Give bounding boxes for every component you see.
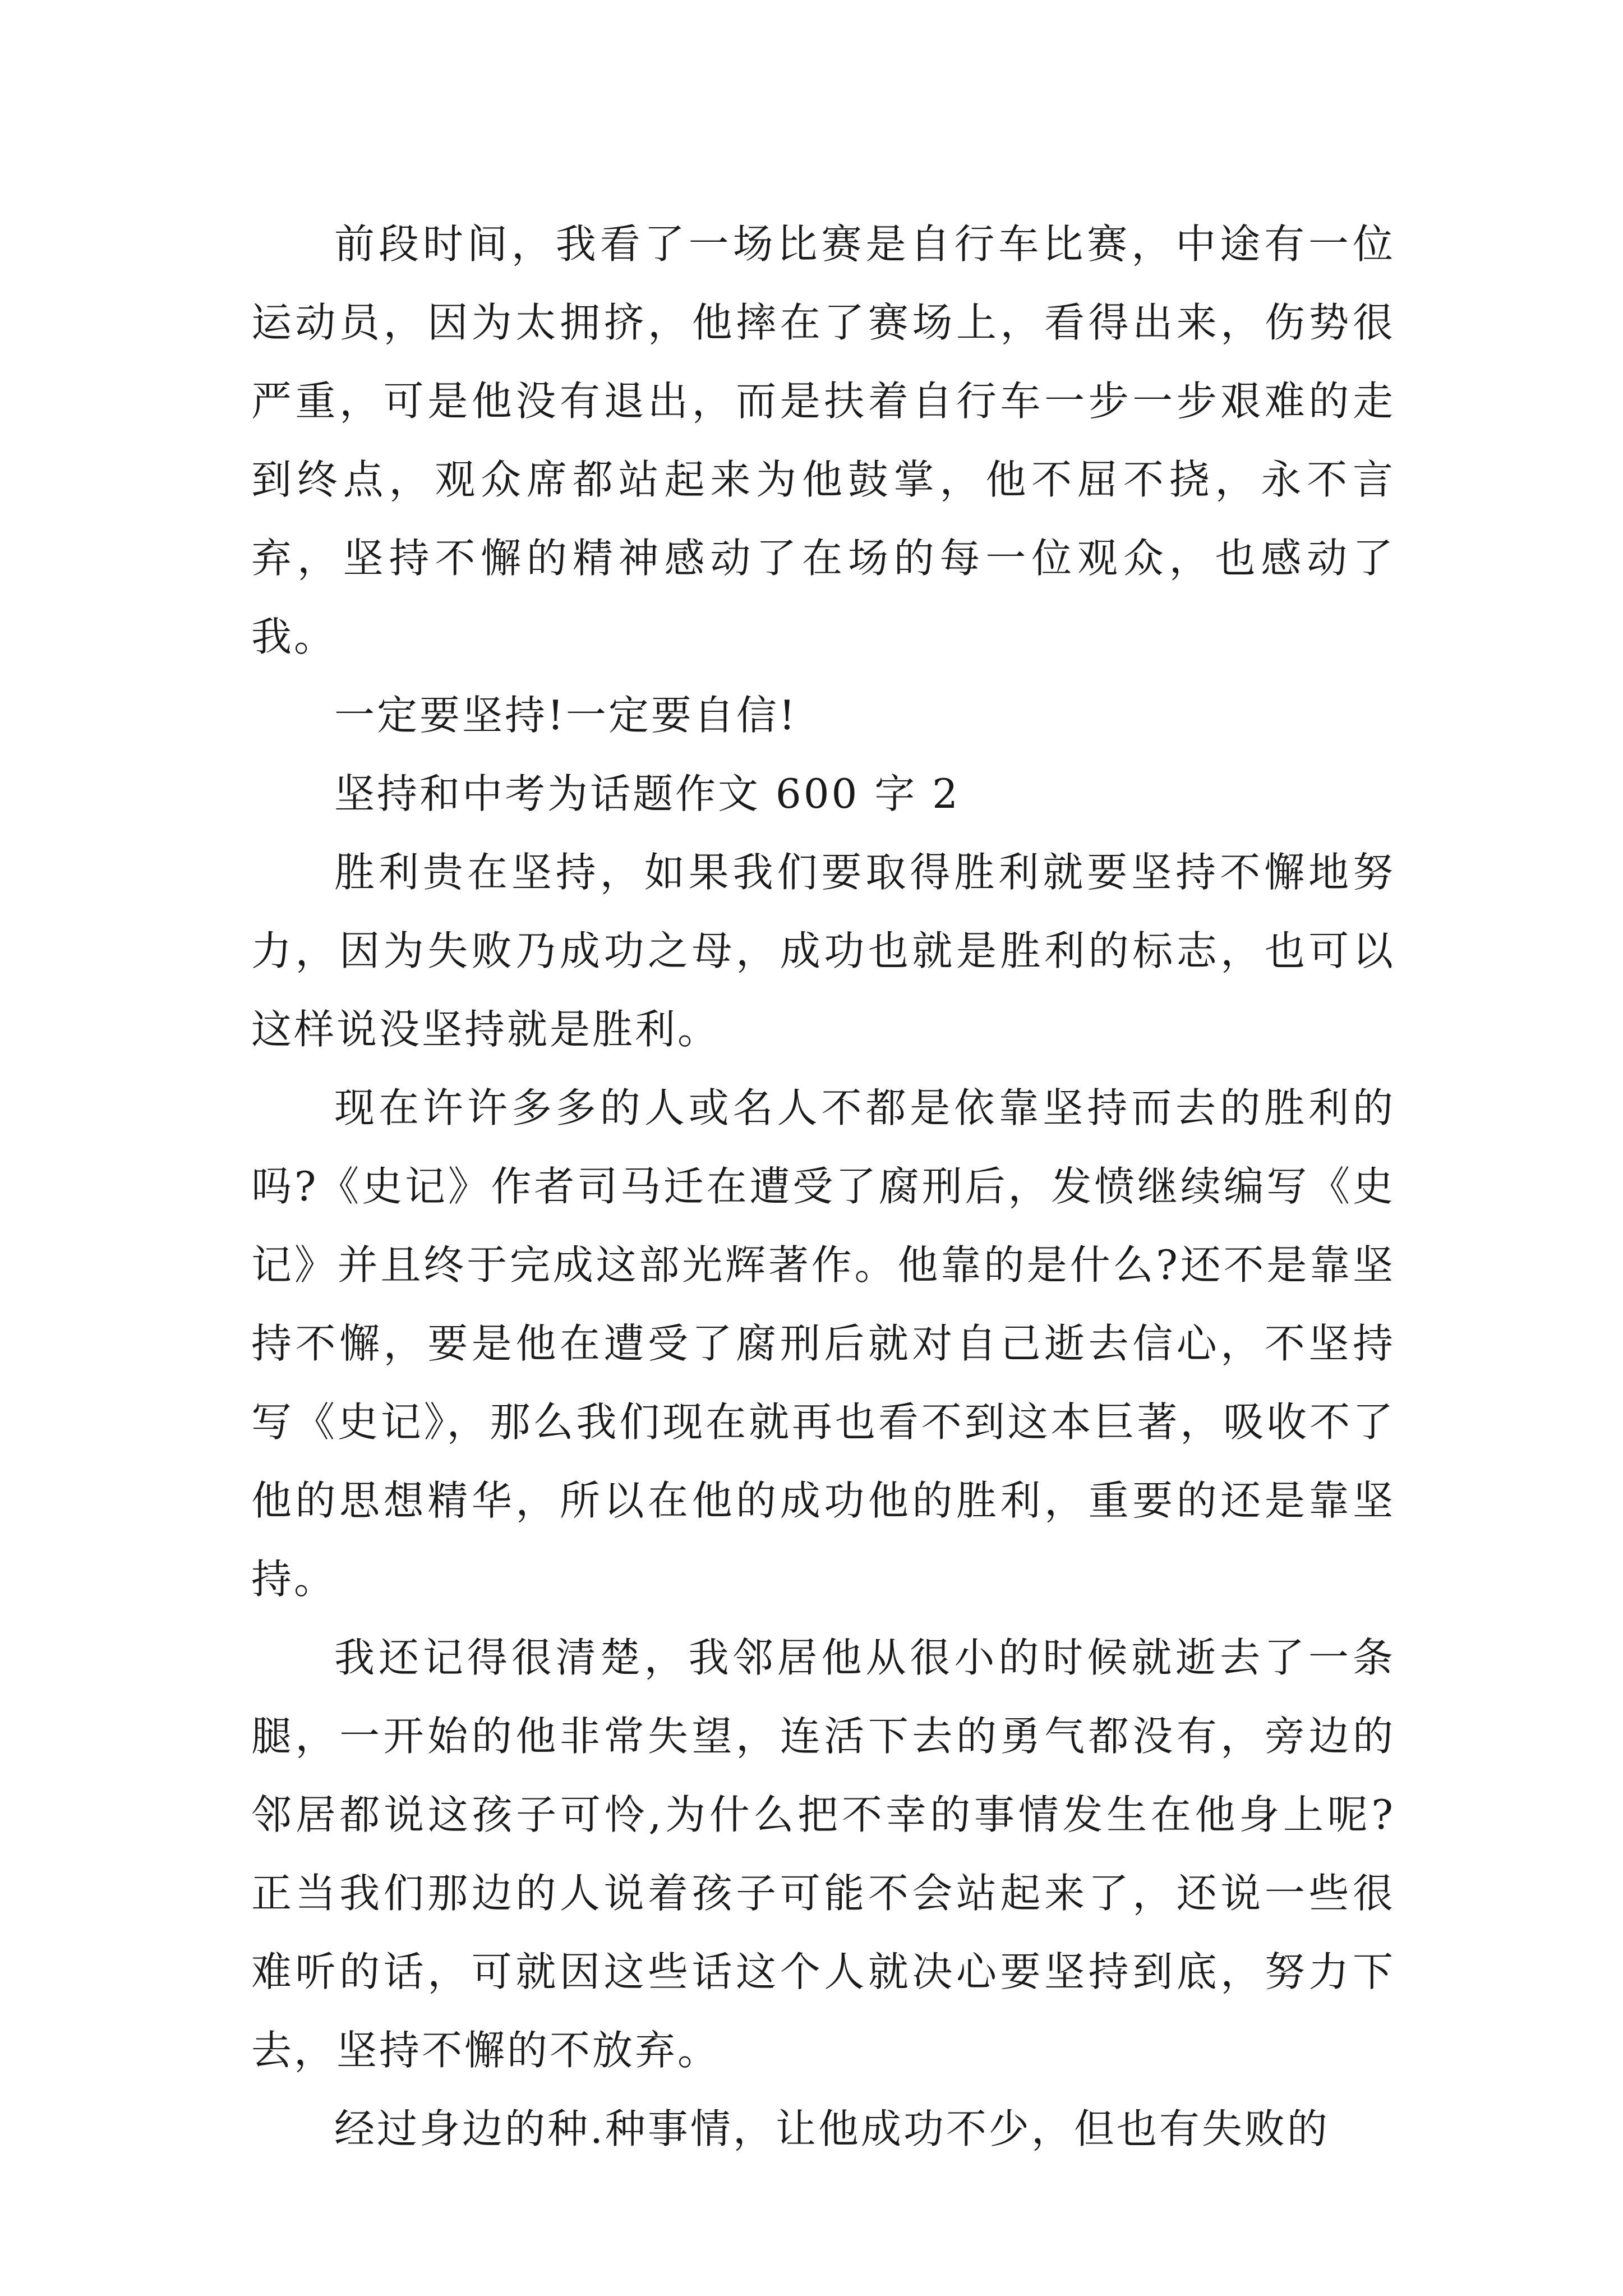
essay-heading: 坚持和中考为话题作文 600 字 2 (334, 770, 960, 817)
paragraph-experiences: 经过身边的种.种事情，让他成功不少，但也有失败的 (334, 2105, 1330, 2152)
paragraph-sima-qian: 现在许许多多的人或名人不都是依靠坚持而去的胜利的吗?《史记》作者司马迁在遭受了腐刑后，发愤继续编写《史记》并且终于完成这部光辉著作。他靠的是什么?还不是靠坚持不懈，要是他在遭受了腐刑后就对自己逝去信心，不坚持写《史记》，那么我们现在就再也看不到这本巨著，吸收不了他的思想精华，所以在他的成功他的胜利，重要的还是靠坚持。 (251, 1084, 1395, 1603)
paragraph-neighbor: 我还记得很清楚，我邻居他从很小的时候就逝去了一条腿，一开始的他非常失望，连活下去的勇气都没有，旁边的邻居都说这孩子可怜,为什么把不幸的事情发生在他身上呢?正当我们那边的人说着孩子可能不会站起来了，还说一些很难听的话，可就因这些话这个人就决心要坚持到底，努力下去，坚持不懈的不放弃。 (251, 1634, 1395, 2074)
paragraph-persist-confidence: 一定要坚持!一定要自信! (334, 692, 797, 739)
paragraph-victory-persistence: 胜利贵在坚持，如果我们要取得胜利就要坚持不懈地努力，因为失败乃成功之母，成功也就是胜利的标志，也可以这样说没坚持就是胜利。 (251, 849, 1395, 1053)
paragraph-cycling-race: 前段时间，我看了一场比赛是自行车比赛，中途有一位运动员，因为太拥挤，他摔在了赛场上，看得出来，伤势很严重，可是他没有退出，而是扶着自行车一步一步艰难的走到终点，观众席都站起来为他鼓掌，他不屈不挠，永不言弃，坚持不懈的精神感动了在场的每一位观众，也感动了我。 (251, 220, 1395, 660)
article-body (251, 205, 1395, 2168)
